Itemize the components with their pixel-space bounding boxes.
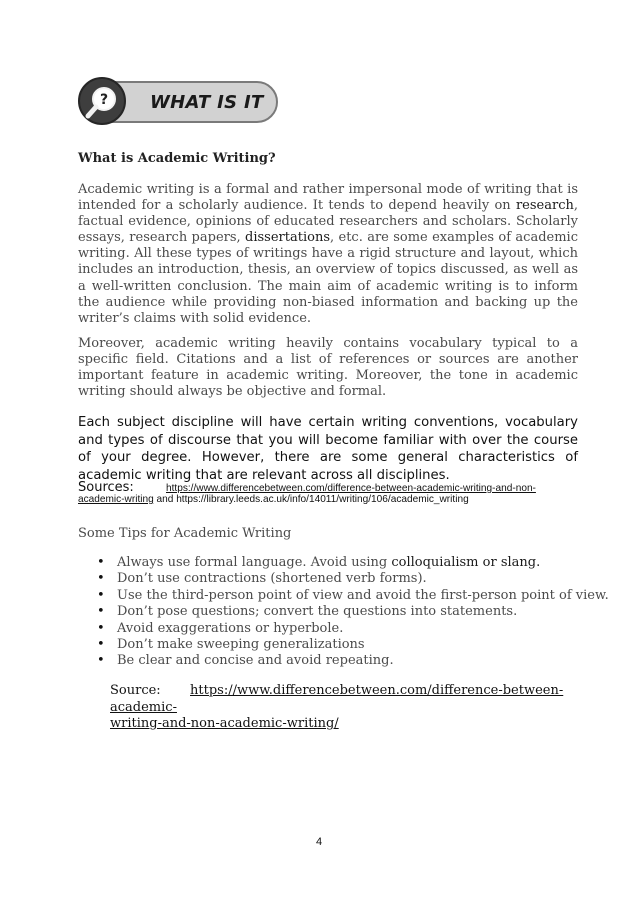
bullet-icon: •: [97, 637, 105, 653]
list-item: [90, 621, 609, 637]
bullet-icon: •: [97, 587, 105, 603]
final-source: [110, 683, 580, 733]
source-link-leeds[interactable]: https://library.leeds.ac.uk/info/14011/writing/106/academic_writing: [176, 494, 469, 505]
section-heading: What is Academic Writing?: [78, 151, 276, 166]
tip-text: Don’t use contractions (shortened verb forms).: [117, 571, 427, 587]
source-link-cont[interactable]: writing-and-non-academic-writing/: [110, 716, 339, 731]
paragraph-vocabulary: Moreover, academic writing heavily contains vocabulary typical to a specific field. Citations and a list of references or sources are another important feature in academic writing. Moreover, the tone in academic writing should always be objective and formal.: [78, 336, 578, 400]
banner-circle: [78, 77, 126, 125]
tip-text: Be clear and concise and avoid repeating.: [117, 653, 394, 669]
para-text: Academic writing is a formal and rather impersonal mode of writing that is intended for a scholarly audience. It tends to depend heavily on: [78, 182, 578, 214]
list-item: [90, 637, 609, 653]
source-link[interactable]: https://www.differencebetween.com/difference-between-academic-: [110, 683, 564, 715]
tip-text: Don’t make sweeping generalizations: [117, 637, 365, 653]
bullet-icon: •: [97, 571, 105, 587]
magnifier-question-icon: [83, 82, 123, 122]
dissertations-link[interactable]: dissertations: [245, 230, 330, 246]
list-item: [90, 653, 609, 669]
para-text: , factual evidence, opinions of educated researchers and scholars. Scholarly essays, research papers,: [78, 198, 578, 246]
tip-text: Don’t pose questions; convert the questions into statements.: [117, 604, 518, 620]
tips-heading: Some Tips for Academic Writing: [78, 526, 292, 541]
sources-line: [78, 476, 583, 495]
paragraph-disciplines: Each subject discipline will have certain writing conventions, vocabulary and types of discourse that you will become familiar with over the course of your degree. However, there are some general characteristics of academic writing that are relevant across all disciplines.: [78, 415, 578, 483]
list-item: [90, 588, 609, 604]
tip-text: Always use formal language. Avoid using: [117, 555, 392, 570]
page-number: 4: [315, 836, 323, 848]
banner-title: WHAT IS IT: [150, 92, 264, 113]
sources-line-2: [78, 494, 469, 505]
section-banner: [78, 77, 281, 127]
tips-list: [90, 555, 609, 670]
sources-and: and: [153, 494, 177, 505]
list-item: [90, 571, 609, 587]
source-link-differencebetween-cont[interactable]: academic-writing: [78, 494, 154, 505]
tip-text: Avoid exaggerations or hyperbole.: [117, 620, 344, 636]
tip-link-colloquialism[interactable]: colloquialism or slang.: [391, 555, 541, 570]
sources-label: Sources:: [78, 480, 134, 495]
list-item: [90, 604, 609, 620]
source-link-differencebetween[interactable]: https://www.differencebetween.com/difference-between-academic-writing-and-non-: [166, 483, 536, 494]
paragraph-intro: [78, 182, 578, 327]
svg-text:?: ?: [99, 92, 109, 108]
bullet-icon: •: [97, 555, 105, 570]
tip-text: Use the third-person point of view and avoid the first-person point of view.: [117, 587, 609, 603]
list-item: [90, 555, 609, 571]
source-label: Source:: [110, 683, 161, 698]
bullet-icon: •: [97, 653, 105, 669]
bullet-icon: •: [97, 620, 105, 636]
research-link[interactable]: research: [515, 198, 574, 214]
bullet-icon: •: [97, 604, 105, 620]
para-text: , etc. are some examples of academic writing. All these types of writings have a rigid structure and layout, which includes an introduction, thesis, an overview of topics discussed, as well as a well-written conclusion. The main aim of academic writing is to inform the audience while providing non-biased information and backing up the writer’s claims with solid evidence.: [78, 230, 578, 326]
